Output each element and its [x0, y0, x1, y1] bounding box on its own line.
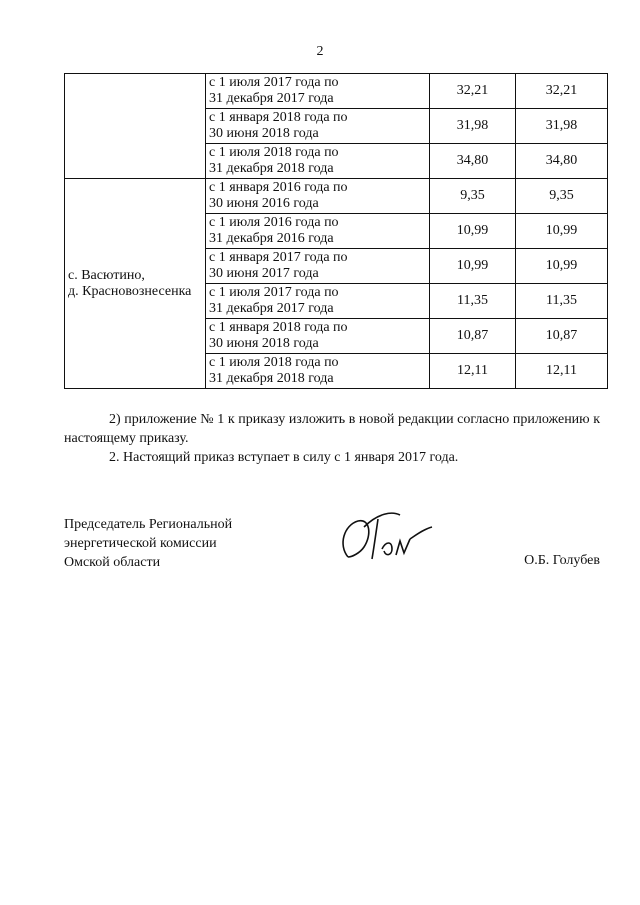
- tariff-value-cell: 10,87: [430, 319, 516, 354]
- tariff-value-cell: 10,99: [430, 249, 516, 284]
- tariff-value-cell: 31,98: [430, 109, 516, 144]
- paragraph-effective-date: 2. Настоящий приказ вступает в силу с 1 января 2017 года.: [109, 450, 459, 465]
- tariff-value-cell: 11,35: [430, 284, 516, 319]
- tariff-value-cell: 31,98: [516, 109, 608, 144]
- period-line: с 1 января 2016 года по: [209, 180, 348, 195]
- period-line: 30 июня 2017 года: [209, 266, 319, 281]
- period-cell: [206, 284, 430, 319]
- tariff-table-body: [65, 74, 608, 389]
- tariff-value-cell: 9,35: [430, 179, 516, 214]
- signatory-title-line: Омской области: [64, 555, 161, 570]
- signatory-name: О.Б. Голубев: [524, 553, 600, 568]
- location-line: с. Васютино,: [68, 267, 145, 283]
- period-cell: [206, 144, 430, 179]
- period-line: с 1 июля 2016 года по: [209, 215, 339, 230]
- period-line: 31 декабря 2016 года: [209, 231, 334, 246]
- period-line: с 1 июля 2018 года по: [209, 145, 339, 160]
- period-cell: [206, 354, 430, 389]
- signatory-title-line: Председатель Региональной: [64, 517, 233, 532]
- tariff-value-cell: 9,35: [516, 179, 608, 214]
- signatory-title: [64, 515, 232, 572]
- tariff-table: [64, 73, 608, 389]
- period-line: 30 июня 2018 года: [209, 126, 319, 141]
- tariff-value-cell: 32,21: [516, 74, 608, 109]
- tariff-value-cell: 32,21: [430, 74, 516, 109]
- period-line: с 1 июля 2018 года по: [209, 355, 339, 370]
- tariff-value-cell: 10,99: [430, 214, 516, 249]
- period-cell: [206, 214, 430, 249]
- period-line: с 1 июля 2017 года по: [209, 285, 339, 300]
- table-row: [65, 74, 608, 109]
- tariff-value-cell: 10,87: [516, 319, 608, 354]
- period-line: 30 июня 2018 года: [209, 336, 319, 351]
- period-cell: [206, 319, 430, 354]
- tariff-value-cell: 34,80: [516, 144, 608, 179]
- tariff-value-cell: 11,35: [516, 284, 608, 319]
- location-cell: [65, 179, 206, 389]
- period-line: 31 декабря 2018 года: [209, 161, 334, 176]
- tariff-value-cell: 34,80: [430, 144, 516, 179]
- page-number: 2: [316, 44, 324, 59]
- period-line: 31 декабря 2017 года: [209, 91, 334, 106]
- tariff-value-cell: 10,99: [516, 214, 608, 249]
- period-line: с 1 января 2018 года по: [209, 320, 348, 335]
- location-cell: [65, 74, 206, 179]
- paragraph-appendix-amendment: 2) приложение № 1 к приказу изложить в новой редакции согласно приложению к настоящему приказу.: [64, 412, 600, 446]
- location-line: д. Красновознесенка: [68, 283, 192, 299]
- period-line: 30 июня 2016 года: [209, 196, 319, 211]
- period-cell: [206, 179, 430, 214]
- tariff-value-cell: 12,11: [516, 354, 608, 389]
- period-line: с 1 января 2017 года по: [209, 250, 348, 265]
- period-line: 31 декабря 2017 года: [209, 301, 334, 316]
- period-line: 31 декабря 2018 года: [209, 371, 334, 386]
- period-cell: [206, 249, 430, 284]
- period-line: с 1 января 2018 года по: [209, 110, 348, 125]
- tariff-value-cell: 12,11: [430, 354, 516, 389]
- period-line: с 1 июля 2017 года по: [209, 75, 339, 90]
- handwritten-signature: [330, 505, 450, 575]
- signatory-title-line: энергетической комиссии: [64, 536, 217, 551]
- period-cell: [206, 74, 430, 109]
- table-row: [65, 179, 608, 214]
- tariff-value-cell: 10,99: [516, 249, 608, 284]
- period-cell: [206, 109, 430, 144]
